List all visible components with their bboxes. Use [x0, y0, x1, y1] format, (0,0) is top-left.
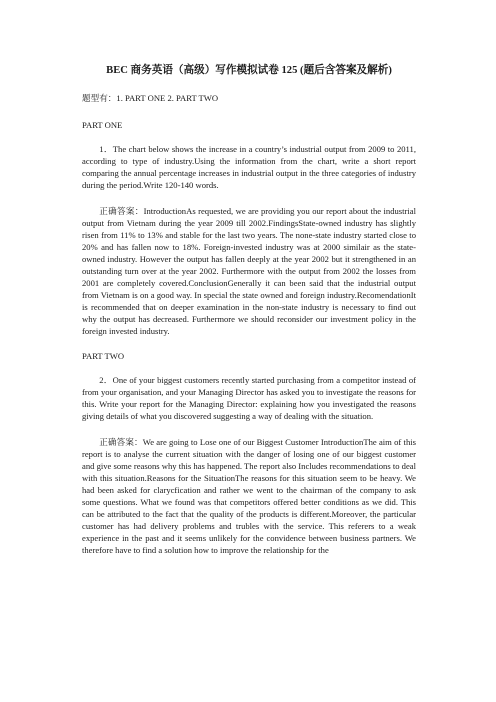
part-one-heading: PART ONE [82, 120, 123, 130]
part-two-heading: PART TWO [82, 351, 125, 361]
question-types-line [82, 92, 416, 104]
answer-2 [82, 436, 416, 556]
document-title: BEC 商务英语（高级）写作模拟试卷 125 (题后含答案及解析) [106, 65, 392, 76]
question-1-text: The chart below shows the increase in a country’s industrial output from 2009 to 2011, according to type of industry.Using the information from the chart, write a short report comparing the annual percentage increases in industrial output in the three categories of industry during the period.Write 120-140 words. [82, 144, 416, 190]
answer-2-text: We are going to Lose one of our Biggest Customer IntroductionThe aim of this report is to analyse the current situation with the danger of losing one of our biggest customer and give some reasons why this has happened. The report also Includes recommendations to deal with this situation.Reasons for the SituationThe reasons for this situation seem to be heavy. We had been asked for clarycfication and rather we went to the chairman of the company to ask some questions. What we found was that competitors offered better conditions as we did. This can be attributed to the fact that the quality of the products is different.Moreover, the particular customer has had delivery problems and trubles with the service. This referers to a weak experience in the past and it seems unlikely for the convidence between business partners. We therefore have to find a solution how to improve the relationship for the [82, 437, 416, 555]
question-1-number: 1． [99, 144, 113, 154]
question-2-text: One of your biggest customers recently started purchasing from a competitor instead of from your organisation, and your Managing Director has asked you to investigate the reasons for this. Write your report for the Managing Director: explaining how you investigated the reasons giving details of what you discovered suggesting a way of dealing with the situation. [82, 375, 416, 421]
question-types-value: 1. PART ONE 2. PART TWO [116, 93, 219, 103]
question-1 [82, 143, 416, 191]
document-page [82, 64, 416, 570]
question-2 [82, 374, 416, 422]
answer-1-label: 正确答案： [99, 206, 144, 216]
question-types-label: 题型有： [82, 93, 117, 103]
question-2-number: 2． [99, 375, 113, 385]
answer-1-text: IntroductionAs requested, we are providing you our report about the industrial output from Vietnam during the year 2009 till 2002.FindingsState-owned industry has slightly risen from 11% to 13% and stable for the last two years. The none-state industry started close to 20% and has fallen now to 18%. Foreign-invested industry was at 2000 similair as the state-owned industry. However the output has fallen deeply at the year 2002 but it strengthened in an outstanding turn over at the year 2002. Furthermore with the output from 2002 the losses from 2001 are completely covered.ConclusionGenerally it can been said that the industrial output from Vietnam is on a good way. In special the state owned and foreign industry.RecomendationIt is recommended that on deeper examination in the non-state industry is necessary to find out why the output has decreased. Furthermore we should reconsider our investment policy in the foreign invested industry. [82, 206, 416, 336]
answer-2-label: 正确答案： [99, 437, 143, 447]
answer-1 [82, 205, 416, 337]
